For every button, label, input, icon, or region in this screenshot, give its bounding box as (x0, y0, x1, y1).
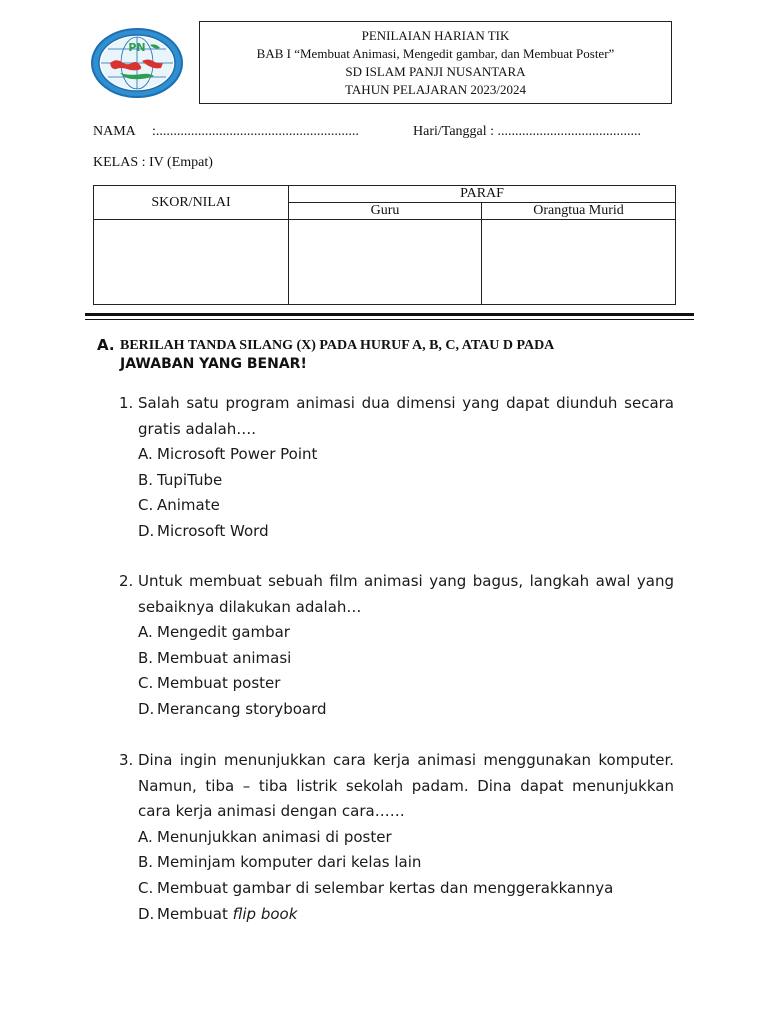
nama-label: NAMA (93, 124, 136, 139)
option-text: Animate (157, 496, 220, 515)
question-1 (119, 391, 674, 545)
option-letter: D. (138, 521, 155, 540)
section-instruction-line1: BERILAH TANDA SILANG (X) PADA HURUF A, B, C, ATAU D PADA (120, 338, 555, 353)
exam-header (199, 21, 672, 104)
option-letter: A. (138, 827, 153, 846)
option-text: Membuat (157, 904, 228, 923)
option-text: Membuat gambar di selembar kertas dan menggerakkannya (157, 878, 614, 897)
option-c[interactable] (119, 493, 674, 519)
option-a[interactable] (119, 620, 674, 646)
option-text: Microsoft Word (157, 521, 269, 540)
kelas-row (93, 155, 213, 171)
question-text: Salah satu program animasi dua dimensi yang dapat diunduh secara gratis adalah…. (138, 394, 674, 438)
nama-field[interactable]: :.......................................................... (152, 124, 359, 139)
option-b[interactable] (119, 646, 674, 672)
hari-row (413, 124, 641, 140)
option-d[interactable] (119, 697, 674, 723)
question-2 (119, 569, 674, 723)
option-a[interactable] (119, 825, 674, 851)
option-d[interactable] (119, 519, 674, 545)
option-c[interactable] (119, 671, 674, 697)
guru-header: Guru (289, 203, 482, 220)
option-letter: C. (138, 878, 154, 897)
option-letter: A. (138, 445, 153, 464)
school-logo (90, 27, 184, 99)
option-text: TupiTube (157, 470, 223, 489)
option-letter: A. (138, 623, 153, 642)
option-b[interactable] (119, 468, 674, 494)
option-d[interactable] (119, 902, 674, 928)
question-number: 1. (119, 394, 134, 412)
question-3 (119, 748, 674, 927)
header-chapter: BAB I “Membuat Animasi, Mengedit gambar, dan Membuat Poster” (256, 45, 615, 61)
option-text: Membuat poster (157, 674, 281, 693)
nama-row (93, 124, 359, 140)
option-text: Meminjam komputer dari kelas lain (157, 853, 422, 872)
question-text: Dina ingin menunjukkan cara kerja animasi menggunakan komputer. Namun, tiba – tiba listrik sekolah padam. Dina dapat menunjukkan cara kerja animasi dengan cara…… (138, 751, 674, 821)
hari-label: Hari/Tanggal : (413, 124, 495, 139)
question-number: 2. (119, 572, 134, 590)
option-letter: D. (138, 699, 155, 718)
question-text: Untuk membuat sebuah film animasi yang bagus, langkah awal yang sebaiknya dilakukan adalah… (138, 572, 674, 616)
option-text: Merancang storyboard (157, 699, 327, 718)
option-text: Microsoft Power Point (157, 445, 318, 464)
kelas-value: : IV (Empat) (141, 155, 213, 170)
option-a[interactable] (119, 442, 674, 468)
kelas-label: KELAS (93, 155, 139, 170)
option-text: Mengedit gambar (157, 623, 290, 642)
paraf-header: PARAF (289, 186, 676, 203)
header-title: PENILAIAN HARIAN TIK (361, 27, 510, 43)
skor-header: SKOR/NILAI (94, 186, 289, 220)
header-year: TAHUN PELAJARAN 2023/2024 (345, 81, 526, 97)
section-letter: A. (97, 336, 115, 354)
guru-signature-cell[interactable] (289, 220, 482, 305)
header-school: SD ISLAM PANJI NUSANTARA (345, 63, 526, 79)
orangtua-signature-cell[interactable] (482, 220, 676, 305)
question-number: 3. (119, 751, 134, 769)
option-text-italic: flip book (232, 904, 298, 923)
skor-cell[interactable] (94, 220, 289, 305)
logo-text: PN (128, 41, 146, 54)
option-letter: D. (138, 904, 155, 923)
hari-field[interactable]: ......................................... (497, 124, 642, 139)
section-instruction-line2: JAWABAN YANG BENAR! (120, 356, 307, 372)
option-letter: C. (138, 496, 154, 515)
score-table (93, 185, 676, 305)
option-text: Membuat animasi (157, 648, 292, 667)
option-b[interactable] (119, 850, 674, 876)
option-c[interactable] (119, 876, 674, 902)
option-text: Menunjukkan animasi di poster (157, 827, 392, 846)
orangtua-header: Orangtua Murid (482, 203, 676, 220)
option-letter: C. (138, 674, 154, 693)
option-letter: B. (138, 648, 154, 667)
option-letter: B. (138, 853, 154, 872)
section-divider (85, 313, 694, 320)
section-instruction (120, 337, 680, 373)
option-letter: B. (138, 470, 154, 489)
